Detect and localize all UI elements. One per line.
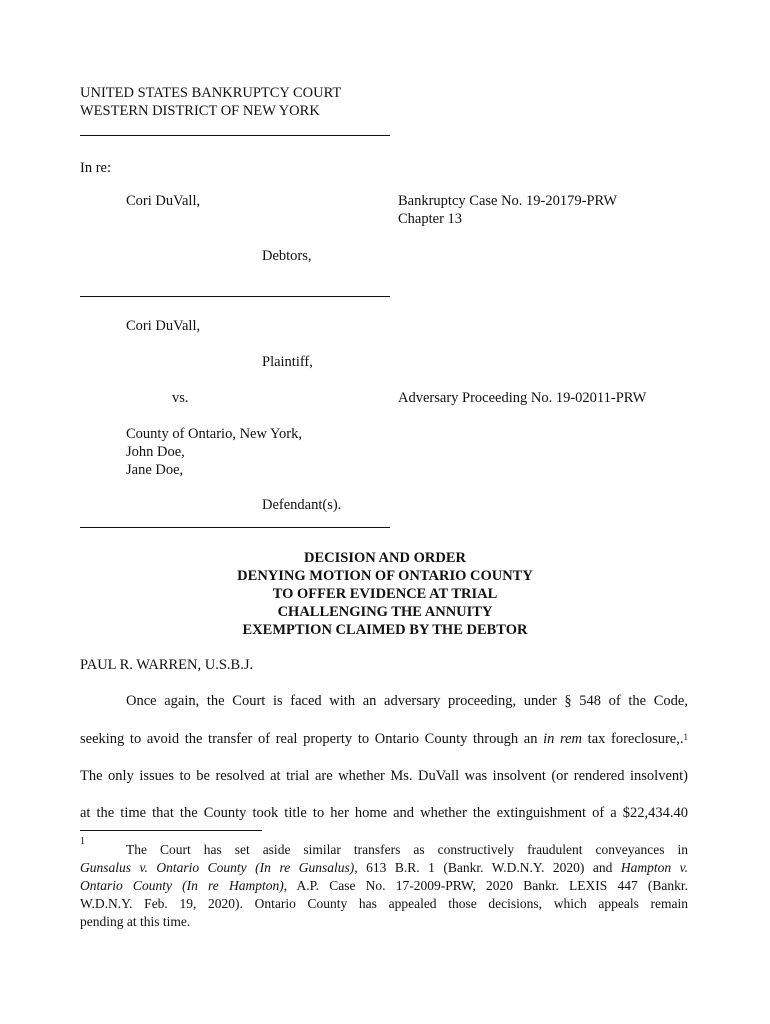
court-name: UNITED STATES BANKRUPTCY COURT <box>80 85 342 101</box>
defendants-label: Defendant(s). <box>262 497 342 513</box>
footnote-divider <box>80 830 262 831</box>
debtor-name: Cori DuVall, <box>126 193 201 209</box>
footnote-line: Ontario County (In re Hampton), A.P. Case No. 17-2009-PRW, 2020 Bankr. LEXIS 447 (Bankr. <box>80 878 688 893</box>
footnote-line: Gunsalus v. Ontario County (In re Gunsalus), 613 B.R. 1 (Bankr. W.D.N.Y. 2020) and Hampton v. <box>80 860 688 875</box>
defendant-jane-doe: Jane Doe, <box>126 462 184 478</box>
footnote-mark: 1 <box>80 836 85 847</box>
defendant-county: County of Ontario, New York, <box>126 426 303 442</box>
body-text-line: at the time that the County took title to her home and whether the extinguishment of a $22,434.40 <box>80 805 688 821</box>
title-line: DENYING MOTION OF ONTARIO COUNTY <box>237 568 533 584</box>
body-text-line: The only issues to be resolved at trial are whether Ms. DuVall was insolvent (or rendered insolvent) <box>80 768 688 784</box>
caption-divider-middle <box>80 296 390 297</box>
footnote-line: The Court has set aside similar transfers as constructively fraudulent conveyances in <box>126 842 688 857</box>
debtors-label: Debtors, <box>262 248 312 264</box>
adversary-proceeding-number: Adversary Proceeding No. 19-02011-PRW <box>398 390 647 406</box>
versus-label: vs. <box>172 390 189 406</box>
footnote-line: pending at this time. <box>80 914 191 929</box>
chapter-label: Chapter 13 <box>398 211 463 227</box>
defendant-john-doe: John Doe, <box>126 444 185 460</box>
caption-divider-bottom <box>80 527 390 528</box>
title-line: TO OFFER EVIDENCE AT TRIAL <box>272 586 498 602</box>
decision-title <box>80 549 690 639</box>
court-district: WESTERN DISTRICT OF NEW YORK <box>80 103 320 119</box>
plaintiff-name: Cori DuVall, <box>126 318 201 334</box>
title-line: CHALLENGING THE ANNUITY <box>277 604 493 620</box>
body-text-line: Once again, the Court is faced with an adversary proceeding, under § 548 of the Code, <box>126 693 688 709</box>
footnote-line: W.D.N.Y. Feb. 19, 2020). Ontario County has appealed those decisions, which appeals remain <box>80 896 688 911</box>
bankruptcy-case-number: Bankruptcy Case No. 19-20179-PRW <box>398 193 618 209</box>
body-text-line: seeking to avoid the transfer of real property to Ontario County through an in rem tax foreclosure,.$^1$ <box>80 731 688 747</box>
title-line: DECISION AND ORDER <box>304 550 466 566</box>
footnote-reference[interactable]: 1 <box>683 732 688 742</box>
judge-name: PAUL R. WARREN, U.S.B.J. <box>80 657 254 673</box>
title-line: EXEMPTION CLAIMED BY THE DEBTOR <box>242 622 528 638</box>
in-re-label: In re: <box>80 160 111 176</box>
plaintiff-label: Plaintiff, <box>262 354 313 370</box>
caption-divider-top <box>80 135 390 136</box>
